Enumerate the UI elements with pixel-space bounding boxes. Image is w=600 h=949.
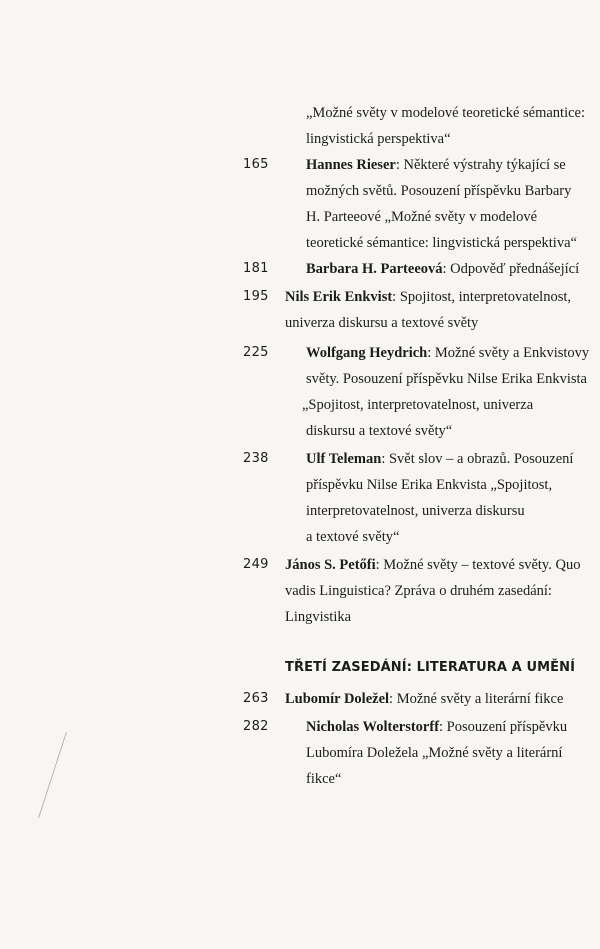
entry-title: : Možné světy a Enkvistovy [427, 345, 590, 361]
entry-title: : Možné světy – textové světy. Quo [375, 557, 581, 573]
page-number: 263 [243, 691, 269, 706]
entry-line: vadis Linguistica? Zpráva o druhém zasedání: [285, 583, 552, 599]
entry-author: Lubomír Doležel [285, 691, 390, 707]
entry-line: světy. Posouzení příspěvku Nilse Erika Enkvista [306, 371, 587, 387]
entry-line: fikce“ [306, 771, 342, 787]
section-heading: TŘETÍ ZASEDÁNÍ: LITERATURA A UMĚNÍ [285, 660, 576, 675]
scan-artifact [38, 732, 67, 818]
entry-line: H. Parteeové „Možné světy v modelové [306, 209, 538, 225]
entry-author: Nicholas Wolterstorff [306, 719, 440, 735]
entry-title: : Svět slov – a obrazů. Posouzení [381, 451, 574, 467]
page-number: 165 [243, 157, 269, 172]
entry-line: a textové světy“ [306, 529, 400, 545]
page-number: 238 [243, 451, 269, 466]
entry-line: příspěvku Nilse Erika Enkvista „Spojitost, [306, 477, 553, 493]
page-number: 181 [243, 261, 269, 276]
continuation-line-1: „Možné světy v modelové teoretické sémantice: [306, 105, 586, 121]
page-number: 282 [243, 719, 269, 734]
entry-line: univerza diskursu a textové světy [285, 315, 479, 331]
entry-line: Lubomíra Doležela „Možné světy a literární [306, 745, 563, 761]
entry-line: teoretické sémantice: lingvistická perspektiva“ [306, 235, 577, 251]
continuation-text [306, 100, 585, 152]
entry-title: : Spojitost, interpretovatelnost, [392, 289, 571, 305]
entry-title: : Možné světy a literární fikce [389, 691, 564, 707]
entry-title: : Odpověď přednášející [442, 261, 580, 277]
entry-author: Wolfgang Heydrich [306, 345, 428, 361]
continuation-line-2: lingvistická perspektiva“ [306, 131, 451, 147]
entry-author: Nils Erik Enkvist [285, 289, 393, 305]
entry-title: : Některé výstrahy týkající se [395, 157, 566, 173]
entry-line: Lingvistika [285, 609, 352, 625]
entry-author: János S. Petőfi [285, 557, 376, 573]
entry-line: „Spojitost, interpretovatelnost, univerza [302, 397, 534, 413]
page-number: 225 [243, 345, 269, 360]
entry-author: Hannes Rieser [306, 157, 396, 173]
entry-line: interpretovatelnost, univerza diskursu [306, 503, 525, 519]
entry-line: diskursu a textové světy“ [306, 423, 453, 439]
entry-line: možných světů. Posouzení příspěvku Barbary [306, 183, 572, 199]
entry-title: : Posouzení příspěvku [439, 719, 568, 735]
page-number: 249 [243, 557, 269, 572]
page-number: 195 [243, 289, 269, 304]
entry-author: Barbara H. Parteeová [306, 261, 443, 277]
entry-author: Ulf Teleman [306, 451, 382, 467]
